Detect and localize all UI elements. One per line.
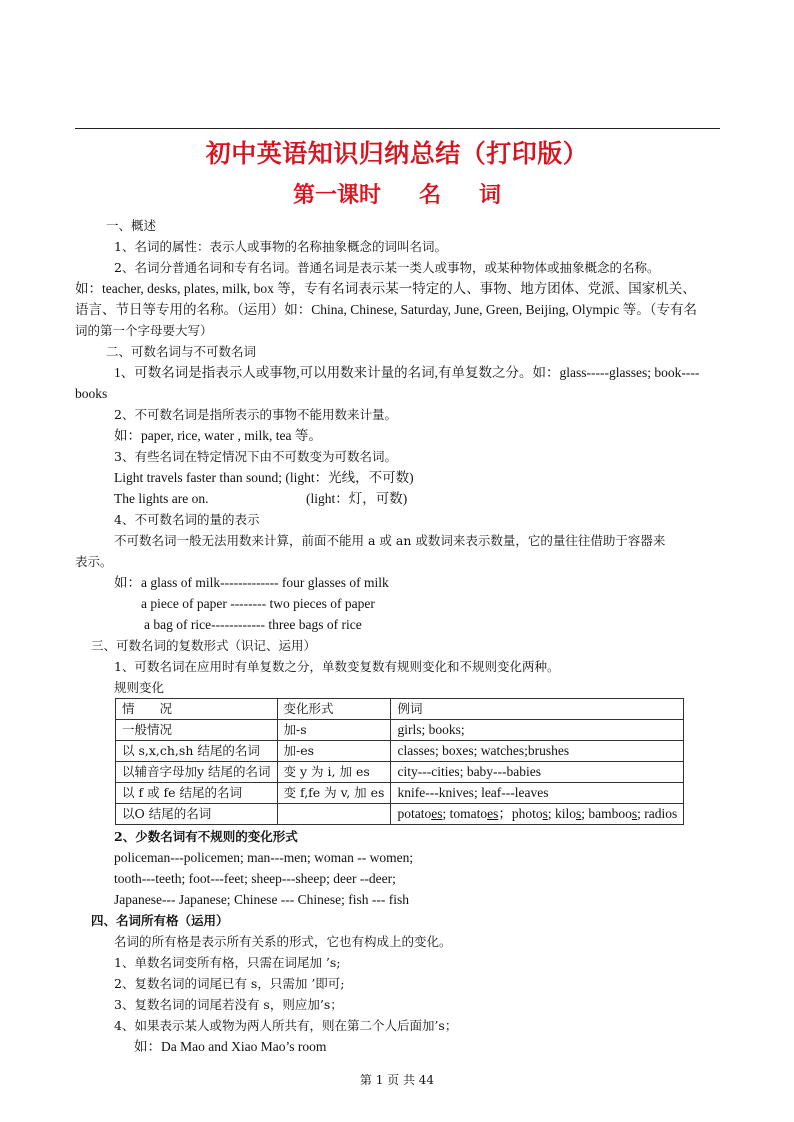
- table-cell: girls; books;: [391, 720, 684, 741]
- paragraph: 2、名词分普通名词和专有名词。普通名词是表示某一类人或事物，或某种物体或抽象概念的名称。: [114, 260, 660, 275]
- example: 如：paper, rice, water , milk, tea 等。: [114, 428, 322, 443]
- subheading: 2、少数名词有不规则的变化形式: [114, 829, 298, 844]
- table-row: [116, 741, 684, 762]
- table-cell: knife---knives; leaf---leaves: [391, 783, 684, 804]
- paragraph: 语言、节日等专用的名称。（运用）如：China, Chinese, Saturday, June, Green, Beijing, Olympic 等。（专有名: [75, 302, 697, 317]
- lesson-title: [0, 178, 794, 209]
- table-cell: [277, 804, 391, 825]
- example: a piece of paper -------- two pieces of paper: [141, 596, 375, 611]
- paragraph: 3、有些名词在特定情况下由不可数变为可数名词。: [114, 449, 397, 464]
- paragraph: 词的第一个字母要大写）: [75, 323, 213, 338]
- topic-char-2: 词: [479, 183, 502, 208]
- table-cell: city---cities; baby---babies: [391, 762, 684, 783]
- paragraph: 4、不可数名词的量的表示: [114, 512, 260, 527]
- table-row: [116, 762, 684, 783]
- table-cell: 以辅音字母加y 结尾的名词: [116, 762, 278, 783]
- paragraph: 表示。: [75, 554, 113, 569]
- table-row: [116, 720, 684, 741]
- example: The lights are on.: [114, 491, 209, 506]
- plural-rules-table: [115, 698, 684, 825]
- paragraph: 1、可数名词是指表示人或事物,可以用数来计量的名词,有单复数之分。如：glass-----glasses; book----: [114, 365, 700, 380]
- section-heading: 二、可数名词与不可数名词: [106, 344, 257, 359]
- table-cell: 变 y 为 i, 加 es: [277, 762, 391, 783]
- topic-char-1: 名: [418, 183, 441, 208]
- paragraph: 4、如果表示某人或物为两人所共有，则在第二个人后面加’s；: [114, 1018, 458, 1033]
- paragraph: 2、复数名词的词尾已有 s，只需加 ’即可;: [114, 976, 345, 991]
- lesson-label: 第一课时: [292, 183, 381, 208]
- table-caption: 规则变化: [114, 680, 165, 695]
- example: 如：a glass of milk------------- four glasses of milk: [114, 575, 389, 590]
- table-header-cell: 情 况: [116, 699, 278, 720]
- paragraph: 1、可数名词在应用时有单复数之分，单数变复数有规则变化和不规则变化两种。: [114, 659, 560, 674]
- example: Light travels faster than sound; (light：光线，不可数): [114, 470, 414, 485]
- paragraph: 3、复数名词的词尾若没有 s，则应加’s；: [114, 997, 343, 1012]
- table-cell: 加-es: [277, 741, 391, 762]
- paragraph: 如：teacher, desks, plates, milk, box 等，专有名词表示某一特定的人、事物、地方团体、党派、国家机关、: [75, 281, 696, 296]
- table-cell: 以O 结尾的名词: [116, 804, 278, 825]
- example: (light：灯，可数): [306, 491, 408, 506]
- header-rule: [75, 128, 720, 129]
- table-header-cell: 例词: [391, 699, 684, 720]
- table-cell: 以 f 或 fe 结尾的名词: [116, 783, 278, 804]
- table-cell: 以 s,x,ch,sh 结尾的名词: [116, 741, 278, 762]
- paragraph: books: [75, 386, 108, 401]
- table-cell-examples: potatoes; tomatoes；photos; kilos; bamboos; radios: [391, 804, 684, 825]
- paragraph: 1、单数名词变所有格，只需在词尾加 ’s;: [114, 955, 341, 970]
- paragraph: 1、名词的属性：表示人或事物的名称抽象概念的词叫名词。: [114, 239, 447, 254]
- doc-title: 初中英语知识归纳总结（打印版）: [205, 139, 589, 168]
- page-number: 第 1 页 共 44: [359, 1073, 435, 1087]
- table-header-cell: 变化形式: [277, 699, 391, 720]
- example: tooth---teeth; foot---feet; sheep---sheep; deer --deer;: [114, 871, 396, 886]
- example: Japanese--- Japanese; Chinese --- Chinese; fish --- fish: [114, 892, 410, 907]
- table-header-row: [116, 699, 684, 720]
- section-heading: 三、可数名词的复数形式（识记、运用）: [91, 638, 317, 653]
- table-row: [116, 804, 684, 825]
- table-cell: classes; boxes; watches;brushes: [391, 741, 684, 762]
- example: a bag of rice------------ three bags of rice: [144, 617, 362, 632]
- section-heading: 四、名词所有格（运用）: [91, 913, 229, 928]
- table-row: [116, 783, 684, 804]
- paragraph: 2、不可数名词是指所表示的事物不能用数来计量。: [114, 407, 397, 422]
- table-cell: 加-s: [277, 720, 391, 741]
- table-cell: 一般情况: [116, 720, 278, 741]
- example: policeman---policemen; man---men; woman -- women;: [114, 850, 414, 865]
- section-heading: 一、概述: [106, 218, 157, 233]
- paragraph: 名词的所有格是表示所有关系的形式，它也有构成上的变化。: [114, 934, 452, 949]
- table-cell: 变 f,fe 为 v, 加 es: [277, 783, 391, 804]
- example: 如：Da Mao and Xiao Mao’s room: [134, 1039, 327, 1054]
- paragraph: 不可数名词一般无法用数来计算，前面不能用 a 或 an 或数词来表示数量，它的量往往借助于容器来: [114, 533, 666, 548]
